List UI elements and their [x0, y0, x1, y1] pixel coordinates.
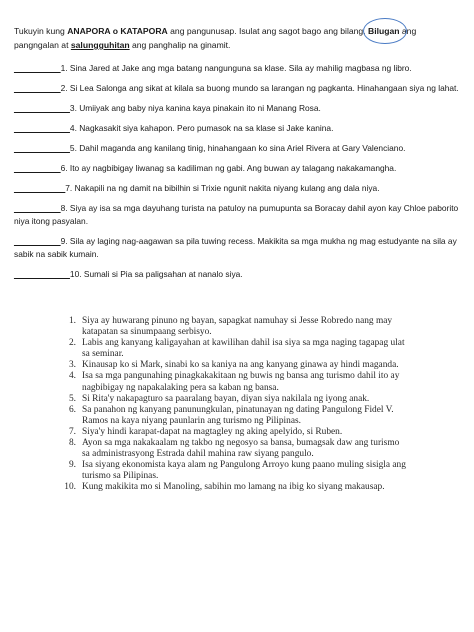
instructions [14, 24, 464, 52]
list-item [60, 482, 456, 493]
item-number: 9. [60, 236, 68, 246]
answer-blank: __________ [14, 83, 61, 93]
list-number: 8. [68, 438, 76, 449]
instruction-text-3: ang [399, 26, 417, 36]
list-item [60, 438, 456, 460]
exercise-item [14, 268, 464, 281]
exercise-item [14, 202, 464, 228]
answer-blank: ____________ [14, 103, 70, 113]
answer-blank: __________ [14, 203, 61, 213]
answer-blank: ____________ [14, 143, 70, 153]
list-line: Sa panahon ng kanyang panunungkulan, pinatunayan ng dating Pangulong Fidel V. [82, 404, 394, 415]
item-text: Nagkasakit siya kahapon. Pero pumasok na sa klase si Jake kanina. [76, 123, 334, 133]
list-number: 7. [68, 426, 76, 437]
list-item [60, 460, 456, 482]
instruction-text-1: Tukuyin kung [14, 26, 68, 36]
list-number: 6. [68, 404, 76, 415]
instruction-text-2: ang pangunusap. Isulat ang sagot bago ang bilang. [167, 26, 368, 36]
exercise-item [14, 82, 464, 95]
list-line: sa administrasyong Estrada dahil mahina raw siyang pangulo. [82, 449, 314, 460]
list-item [60, 405, 456, 427]
list-line: Isa sa mga pangunahing pinagkakakitaan ng buwis ng bansa ang turismo dahil ito ay [82, 371, 400, 382]
instruction-text-5: ang panghalip na ginamit. [129, 40, 231, 50]
list-line: turismo sa Pilipinas. [82, 471, 159, 482]
list-line: Kinausap ko si Mark, sinabi ko sa kaniya na ang kanyang ginawa ay hindi maganda. [82, 360, 399, 371]
item-text: Sila ay laging nag-aagawan sa pila tuwing recess. Makikita sa mga mukha ng mag estudyante na sila ay sabik na sabik kumain. [14, 236, 457, 259]
circled-word-bilugan: Bilugan [367, 26, 400, 36]
list-line: Kung makikita mo si Manoling, sabihin mo lamang na ibig ko siyang makausap. [82, 482, 385, 493]
list-item [60, 427, 456, 438]
item-number: 2. [60, 83, 68, 93]
exercise-item [14, 102, 464, 115]
scanned-sentence-list [60, 316, 456, 494]
list-line: Siya'y hindi karapat-dapat na magtagley ng aking apelyido, si Ruben. [82, 426, 343, 437]
answer-blank: ____________ [14, 123, 70, 133]
list-line: sa seminar. [82, 349, 124, 360]
item-number: 7. [65, 183, 73, 193]
list-item [60, 316, 456, 338]
list-item [60, 371, 456, 393]
list-item [60, 360, 456, 371]
answer-blank: __________ [14, 236, 61, 246]
list-item [60, 338, 456, 360]
item-number: 5. [69, 143, 77, 153]
answer-blank: ___________ [14, 183, 66, 193]
item-text: Sina Jared at Jake ang mga batang nangunguna sa klase. Sila ay mahilig magbasa ng libro. [67, 63, 412, 73]
list-number: 4. [68, 371, 76, 382]
list-line: Siya ay huwarang pinuno ng bayan, sapagkat namuhay si Jesse Robredo nang may [82, 316, 393, 326]
instruction-text-4: pangngalan at [14, 40, 71, 50]
list-line: katapatan sa sinumpaang serbisyo. [82, 327, 212, 338]
exercise-item [14, 182, 464, 195]
underlined-word-salungguhitan: salungguhitan [70, 40, 130, 50]
item-text: Nakapili na ng damit na bibilhin si Trixie ngunit nakita niyang kulang ang dala niya. [72, 183, 380, 193]
list-line: Labis ang kanyang kaligayahan at kawilihan dahil isa siya sa mga naging tagapag ulat [82, 338, 405, 349]
list-line: Isa siyang ekonomista kaya alam ng Pangulong Arroyo kung paano muling sisigla ang [82, 460, 406, 471]
answer-blank: __________ [14, 63, 61, 73]
item-number: 8. [60, 203, 68, 213]
item-text: Siya ay isa sa mga dayuhang turista na patuloy na pumupunta sa Boracay dahil ayon kay Chloe paborito niya itong pasyalan. [14, 203, 459, 226]
exercise-item [14, 235, 464, 261]
item-text: Sumali si Pia sa paligsahan at nanalo siya. [81, 269, 243, 279]
list-line: Ayon sa mga nakakaalam ng takbo ng negosyo sa bansa, bumagsak daw ang turismo [82, 438, 400, 449]
answer-blank: ____________ [14, 269, 70, 279]
list-line: Si Rita'y nakapagturo sa paaralang bayan, diyan siya nakilala ng iyong anak. [82, 393, 370, 404]
item-number: 4. [69, 123, 77, 133]
answer-blank: __________ [14, 163, 61, 173]
list-line: nagbibigay ng napakalaking pera sa kaban ng bansa. [82, 382, 279, 393]
list-number: 2. [68, 338, 76, 349]
list-number: 5. [68, 393, 76, 404]
list-number: 10. [64, 482, 76, 493]
item-text: Ito ay nagbibigay liwanag sa kadiliman ng gabi. Ang buwan ay talagang nakakamangha. [67, 163, 397, 173]
list-number: 1. [68, 316, 76, 326]
item-text: Si Lea Salonga ang sikat at kilala sa buong mundo sa larangan ng pagkanta. Hinahangaan siya ng lahat. [67, 83, 459, 93]
item-number: 6. [60, 163, 68, 173]
list-number: 3. [68, 360, 76, 371]
item-number: 1. [60, 63, 68, 73]
exercise-item [14, 162, 464, 175]
item-text: Dahil maganda ang kanilang tinig, hinahangaan ko sina Ariel Rivera at Gary Valenciano. [76, 143, 406, 153]
list-item [60, 394, 456, 405]
exercise-item [14, 122, 464, 135]
exercise-item [14, 142, 464, 155]
list-line: Ramos na kaya niyang paunlarin ang turismo ng Pilipinas. [82, 415, 301, 426]
item-number: 10. [69, 269, 82, 279]
list-number: 9. [68, 460, 76, 471]
item-text: Umiiyak ang baby niya kanina kaya pinakain ito ni Manang Rosa. [76, 103, 321, 113]
item-number: 3. [69, 103, 77, 113]
exercise-item [14, 62, 464, 75]
exercise-items [14, 62, 464, 288]
instruction-bold-anapora-katapora: ANAPORA o KATAPORA [67, 26, 168, 36]
